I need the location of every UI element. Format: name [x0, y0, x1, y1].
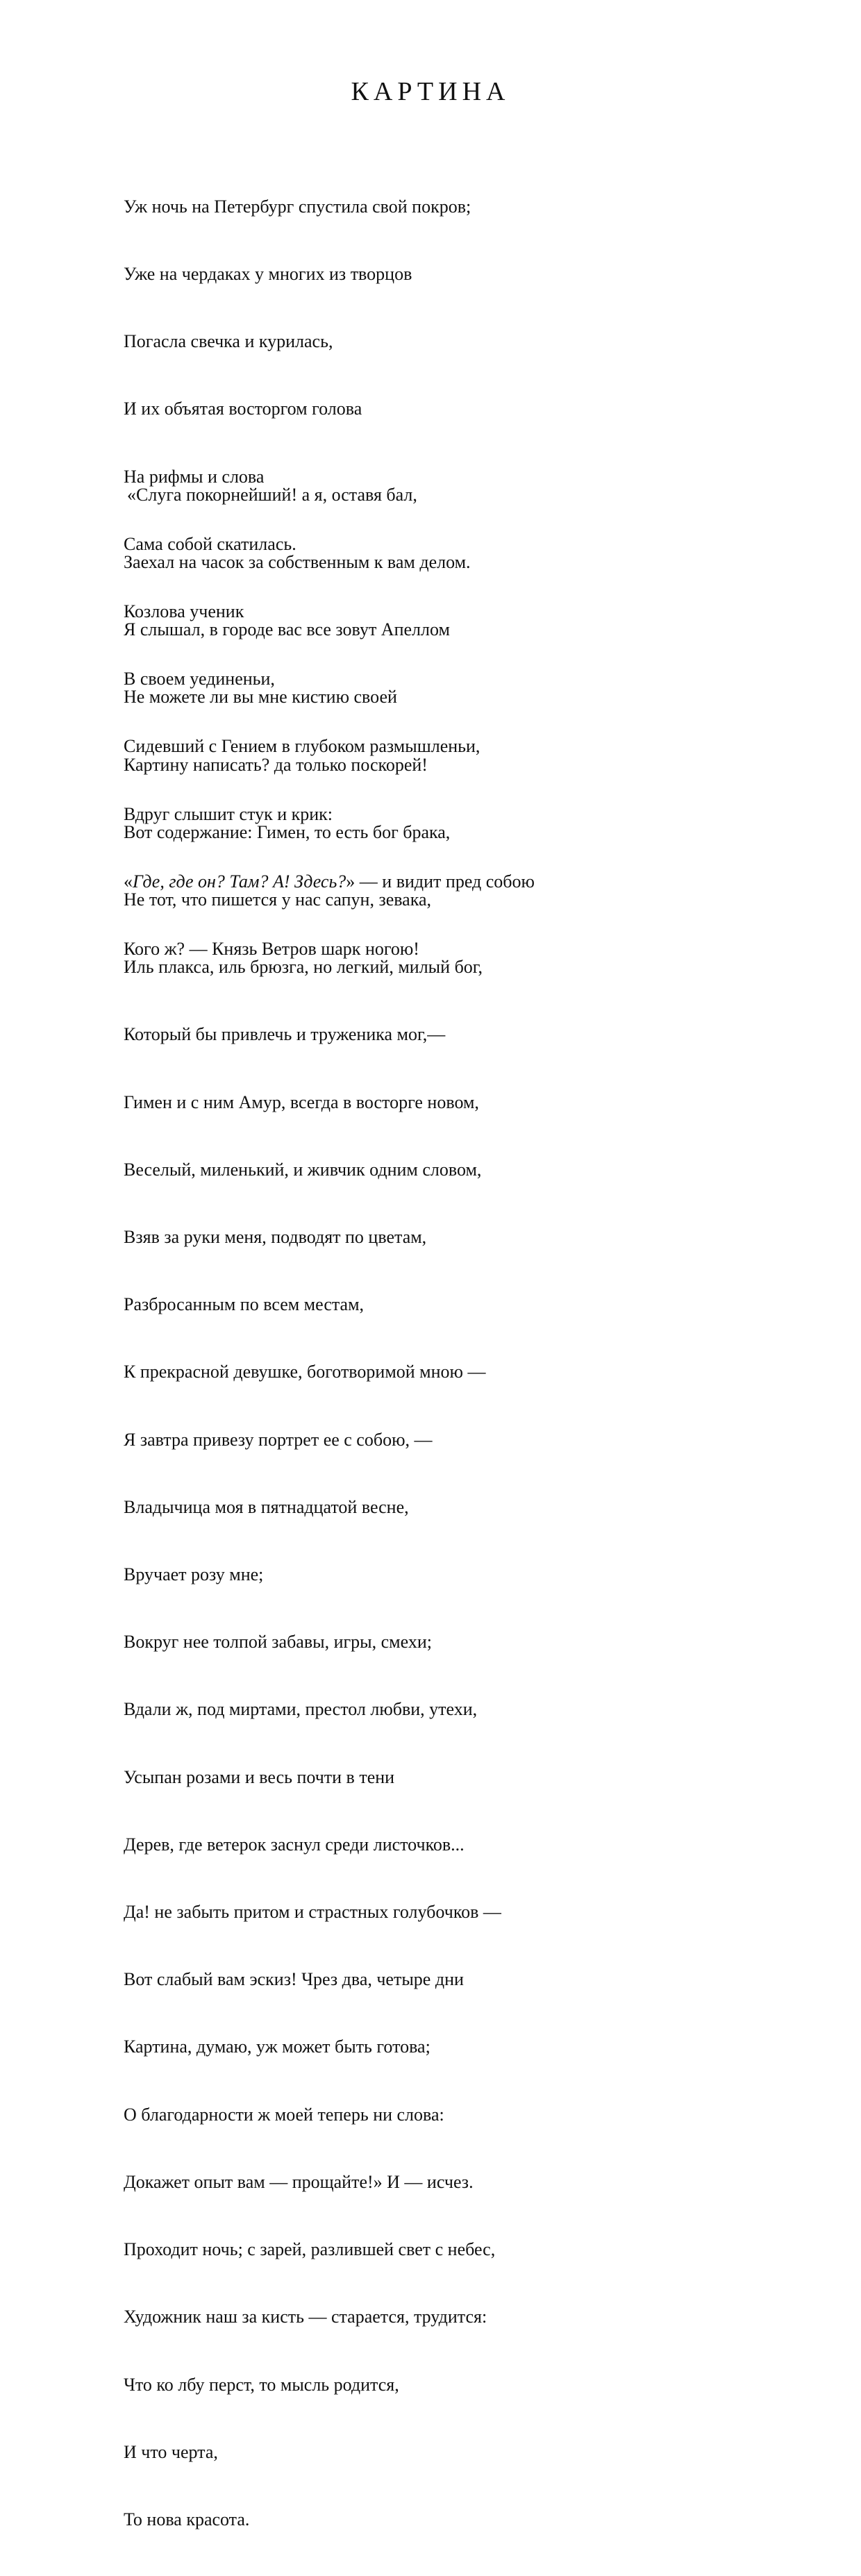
- poem-line: Который бы привлечь и труженика мог,—: [124, 1024, 446, 1045]
- poem-line: В своем уединеньи,: [124, 669, 275, 689]
- poem-line: Я слышал, в городе вас все зовут Апеллом: [124, 619, 450, 640]
- poem-line: И их объятая восторгом голова: [124, 399, 362, 419]
- poem-line: Докажет опыт вам — прощайте!» И — исчез.: [124, 2171, 474, 2192]
- poem-line: Вручает розу мне;: [124, 1564, 264, 1585]
- poem-line: Вдали ж, под миртами, престол любви, утехи,: [124, 1699, 478, 1720]
- poem-line: Вот содержание: Гимен, то есть бог брака,: [124, 821, 451, 842]
- poem-line: Веселый, миленький, и живчик одним словом,: [124, 1159, 482, 1180]
- poem-line: Вокруг нее толпой забавы, игры, смехи;: [124, 1632, 432, 1653]
- poem-line: Гимен и с ним Амур, всегда в восторге новом,: [124, 1092, 479, 1112]
- poem-line: Усыпан розами и весь почти в тени: [124, 1766, 395, 1787]
- poem-line: К прекрасной девушке, боготворимой мною —: [124, 1362, 486, 1382]
- poem-line: «Слуга покорнейший! а я, оставя бал,: [127, 484, 417, 505]
- poem-line: О благодарности ж моей теперь ни слова:: [124, 2104, 444, 2125]
- poem-line: Сама собой скатилась.: [124, 533, 296, 554]
- poem-title: КАРТИНА: [351, 77, 510, 106]
- poem-line: Козлова ученик: [124, 601, 244, 622]
- poem-line: Что ко лбу перст, то мысль родится,: [124, 2374, 399, 2395]
- poem-line: Иль плакса, иль брюзга, но легкий, милый бог,: [124, 957, 483, 978]
- poem-line: Да! не забыть притом и страстных голубочков —: [124, 1902, 501, 1923]
- poem-line: Дерев, где ветерок заснул среди листочков...: [124, 1834, 465, 1855]
- poem-line: Не можете ли вы мне кистию своей: [124, 687, 397, 708]
- poem-line: Кого ж? — Князь Ветров шарк ногою!: [124, 939, 419, 960]
- poem-line: Погасла свечка и курилась,: [124, 331, 333, 352]
- poem-line: Сидевший с Гением в глубоком размышленьи,: [124, 736, 480, 757]
- line-rest: » — и видит пред собою: [346, 871, 535, 892]
- poem-line: Заехал на часок за собственным к вам делом.: [124, 552, 471, 573]
- poem-line: Взяв за руки меня, подводят по цветам,: [124, 1227, 427, 1248]
- poem-line: Разбросанным по всем местам,: [124, 1294, 365, 1315]
- poem-line: Проходит ночь; с зарей, разлившей свет с небес,: [124, 2239, 496, 2260]
- poem-line: Не тот, что пишется у нас сапун, зевака,: [124, 889, 432, 910]
- poem-line: На рифмы и слова: [124, 466, 265, 487]
- poem-line: Уж ночь на Петербург спустила свой покров;: [124, 196, 471, 217]
- poem-line: То нова красота.: [124, 2509, 250, 2529]
- italic-speech: Где, где он? Там? А! Здесь?: [133, 871, 346, 892]
- poem-line: Я завтра привезу портрет ее с собою, —: [124, 1429, 433, 1450]
- open-quote: «: [124, 871, 133, 892]
- poem-line: Художник наш за кисть — старается, трудится:: [124, 2307, 487, 2327]
- poem-line: Владычица моя в пятнадцатой весне,: [124, 1496, 409, 1517]
- poem-line: Вот слабый вам эскиз! Чрез два, четыре дни: [124, 1969, 464, 1990]
- poem-line: Картину написать? да только поскорей!: [124, 754, 428, 775]
- poem-line: Уже на чердаках у многих из творцов: [124, 264, 412, 285]
- poem-line: Вдруг слышит стук и крик:: [124, 803, 333, 824]
- poem-line: Картина, думаю, уж может быть готова;: [124, 2036, 430, 2057]
- poem-stanza-2: [124, 439, 818, 2576]
- poem-line: И что черта,: [124, 2441, 218, 2462]
